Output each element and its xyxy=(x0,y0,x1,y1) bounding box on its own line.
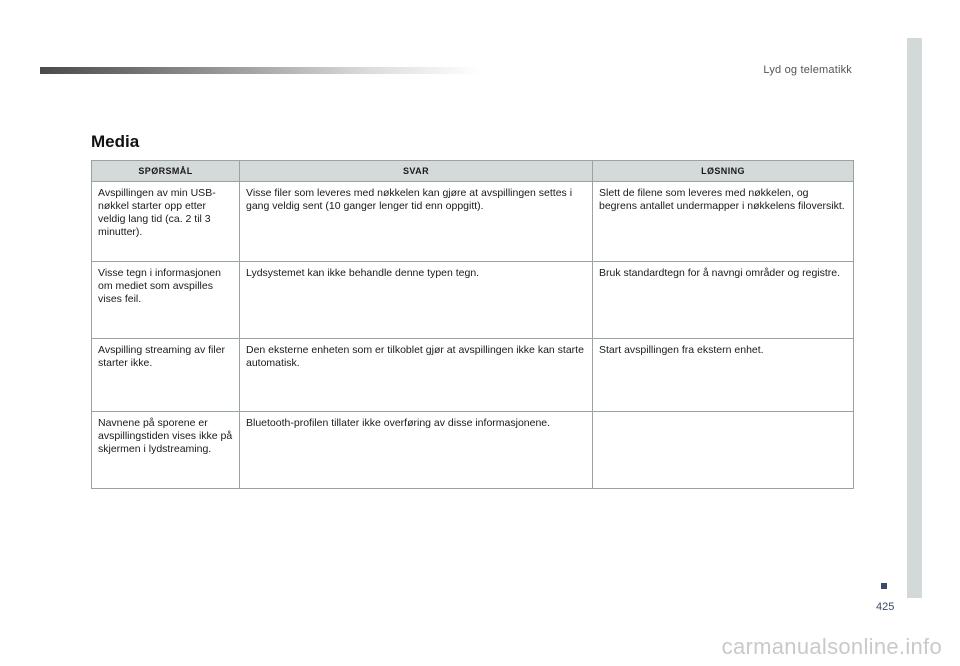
question-cell: Visse tegn i informasjonen om mediet som avspilles vises feil. xyxy=(92,262,240,339)
answer-cell: Visse filer som leveres med nøkkelen kan gjøre at avspillingen settes i gang veldig sent (10 ganger lenger tid enn oppgitt). xyxy=(240,182,593,262)
side-strip xyxy=(907,38,922,598)
watermark: carmanualsonline.info xyxy=(721,634,942,659)
page-marker-icon xyxy=(881,583,887,589)
page-number: 425 xyxy=(876,601,895,613)
table-row xyxy=(92,262,854,339)
question-cell: Avspillingen av min USB-nøkkel starter opp etter veldig lang tid (ca. 2 til 3 minutter). xyxy=(92,182,240,262)
solution-cell: Slett de filene som leveres med nøkkelen, og begrens antallet undermapper i nøkkelens filoversikt. xyxy=(593,182,854,262)
table-row xyxy=(92,182,854,262)
question-cell: Navnene på sporene er avspillingstiden vises ikke på skjermen i lydstreaming. xyxy=(92,412,240,489)
table-row xyxy=(92,412,854,489)
answer-cell: Den eksterne enheten som er tilkoblet gjør at avspillingen ikke kan starte automatisk. xyxy=(240,339,593,412)
column-header-question: SPØRSMÅL xyxy=(92,161,240,182)
header-gradient-bar xyxy=(40,67,480,74)
section-title: Media xyxy=(91,132,140,151)
table-header-row xyxy=(92,161,854,182)
column-header-solution: LØSNING xyxy=(593,161,854,182)
solution-cell xyxy=(593,412,854,489)
question-cell: Avspilling streaming av filer starter ikke. xyxy=(92,339,240,412)
solution-cell: Bruk standardtegn for å navngi områder og registre. xyxy=(593,262,854,339)
solution-cell: Start avspillingen fra ekstern enhet. xyxy=(593,339,854,412)
answer-cell: Bluetooth-profilen tillater ikke overføring av disse informasjonene. xyxy=(240,412,593,489)
answer-cell: Lydsystemet kan ikke behandle denne typen tegn. xyxy=(240,262,593,339)
column-header-answer: SVAR xyxy=(240,161,593,182)
faq-table xyxy=(91,160,854,489)
chapter-title: Lyd og telematikk xyxy=(763,64,852,76)
table-row xyxy=(92,339,854,412)
